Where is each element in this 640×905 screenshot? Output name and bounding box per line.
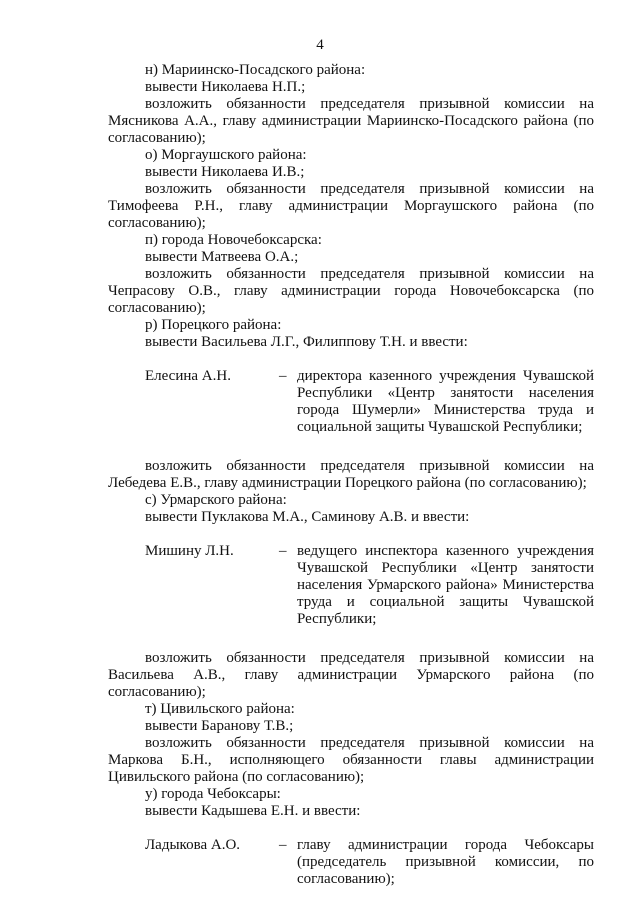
section-o-title: о) Моргаушского района: [145, 147, 307, 163]
section-p-title: п) города Новочебоксарска: [145, 232, 322, 248]
section-p-remove: вывести Матвеева О.А.; [145, 249, 299, 265]
spacer [108, 820, 594, 837]
member-dash: – [279, 543, 287, 559]
section-r-title: р) Порецкого района: [145, 317, 282, 333]
section-u-title: у) города Чебоксары: [145, 786, 281, 802]
section-t-remove: вывести Баранову Т.В.; [145, 718, 294, 734]
document-body [108, 62, 594, 888]
member-position: ведущего инспектора казенного учреждения Чувашской Республики «Центр занятости населения Урмарского района» Министерства труда и социальной защиты Чувашской Республики; [297, 543, 594, 627]
spacer [108, 526, 594, 543]
spacer [108, 351, 594, 368]
member-entry-ladykova [108, 837, 594, 888]
page-number: 4 [316, 37, 324, 53]
member-name: Ладыкова А.О. [145, 837, 241, 853]
section-s-assign: возложить обязанности председателя призывной комиссии на Васильева А.В., главу администрации Урмарского района (по согласованию); [108, 650, 594, 700]
member-dash: – [279, 368, 287, 384]
section-r-remove: вывести Васильева Л.Г., Филиппову Т.Н. и ввести: [145, 334, 468, 350]
member-name: Елесина А.Н. [145, 368, 231, 384]
section-t-assign: возложить обязанности председателя призывной комиссии на Маркова Б.Н., исполняющего обязанности главы администрации Цивильского района (по согласованию); [108, 735, 594, 785]
member-entry-mishina [108, 543, 594, 628]
section-s-title: с) Урмарского района: [145, 492, 287, 508]
member-entry-elesina [108, 368, 594, 436]
section-n-title: н) Мариинско-Посадского района: [145, 62, 366, 78]
member-position: главу администрации города Чебоксары (председатель призывной комиссии, по согласованию); [297, 837, 594, 887]
section-o-assign: возложить обязанности председателя призывной комиссии на Тимофеева Р.Н., главу администрации Моргаушского района (по согласованию); [108, 181, 594, 231]
section-o-remove: вывести Николаева И.В.; [145, 164, 305, 180]
member-dash: – [279, 837, 287, 853]
section-u-remove: вывести Кадышева Е.Н. и ввести: [145, 803, 361, 819]
spacer [108, 628, 594, 650]
spacer [108, 436, 594, 458]
section-t-title: т) Цивильского района: [145, 701, 295, 717]
section-r-assign: возложить обязанности председателя призывной комиссии на Лебедева Е.В., главу администрации Порецкого района (по согласованию); [108, 458, 594, 491]
section-n-assign: возложить обязанности председателя призывной комиссии на Мясникова А.А., главу администрации Мариинско-Посадского района (по согласованию); [108, 96, 594, 146]
member-position: директора казенного учреждения Чувашской Республики «Центр занятости населения города Шумерли» Министерства труда и социальной защиты Чувашской Республики; [297, 368, 594, 435]
section-n-remove: вывести Николаева Н.П.; [145, 79, 306, 95]
section-s-remove: вывести Пуклакова М.А., Саминову А.В. и ввести: [145, 509, 470, 525]
member-name: Мишину Л.Н. [145, 543, 234, 559]
section-p-assign: возложить обязанности председателя призывной комиссии на Чепрасову О.В., главу администрации города Новочебоксарска (по согласованию); [108, 266, 594, 316]
